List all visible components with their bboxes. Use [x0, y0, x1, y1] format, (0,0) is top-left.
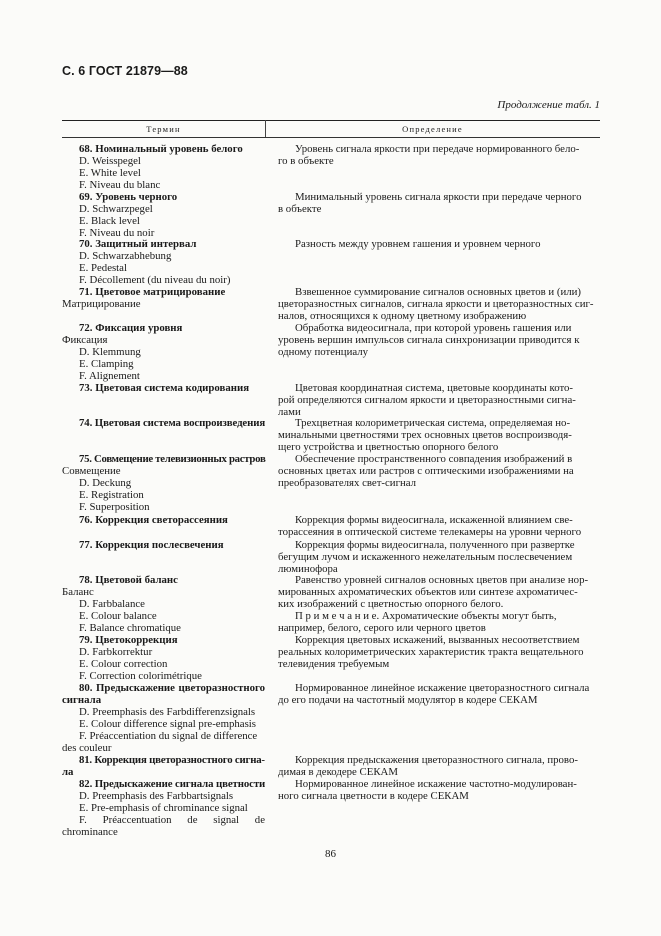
definition-entry	[278, 286, 600, 322]
term-line: F. Préaccentuation de signal de	[79, 814, 265, 826]
term-title: 76. Коррекция светорассеяния	[79, 514, 228, 526]
definition-line: торассеяния в оптической системе телекамеры на уровни черного	[278, 526, 582, 538]
definition-line: Взвешенное суммирование сигналов основных цветов и (или)	[295, 286, 582, 298]
term-line: D. Farbkorrektur	[79, 646, 153, 658]
term-title: 69. Уровень черного	[79, 191, 178, 203]
term-line: Баланс	[62, 586, 94, 598]
term-line: D. Schwarzpegel	[79, 203, 153, 215]
term-title: 82. Предыскажение сигнала цветности	[79, 778, 266, 790]
definition-line: Коррекция предыскажения цветоразностного сигнала, прово-	[295, 754, 578, 766]
definition-line: щего устройства и цветностью опорного белого	[278, 441, 499, 453]
term-entry	[62, 682, 265, 754]
definition-line: телевидения требуемым	[278, 658, 390, 670]
term-line: E. Pedestal	[79, 262, 127, 274]
term-line: Матрицирование	[62, 298, 141, 310]
term-title: 70. Защитный интервал	[79, 238, 197, 250]
definition-line: Коррекция цветовых искажений, вызванных несоответствием	[295, 634, 580, 646]
term-line: F. Alignement	[79, 370, 140, 382]
definition-line: Коррекция формы видеосигнала, искаженной влиянием све-	[295, 514, 573, 526]
definition-line: налов, относящихся к одному цветному изображению	[278, 310, 527, 322]
definition-line: до его подачи на частотный модулятор в кодере СЕКАМ	[278, 694, 538, 706]
definition-line: Коррекция формы видеосигнала, полученного при развертке	[295, 539, 575, 551]
term-line: E. White level	[79, 167, 141, 179]
term-entry	[62, 574, 265, 634]
term-line: D. Preemphasis des Farbdifferenzsignals	[79, 706, 256, 718]
term-title: 68. Номинальный уровень белого	[79, 143, 243, 155]
term-line: E. Pre-emphasis of chrominance signal	[79, 802, 248, 814]
definition-line: в объекте	[278, 203, 322, 215]
definition-line: Обеспечение пространственного совпадения изображений в	[295, 453, 573, 465]
definition-entry	[278, 322, 600, 358]
definition-entry	[278, 514, 600, 538]
term-entry	[62, 417, 265, 429]
definition-line: Обработка видеосигнала, при которой уровень гашения или	[295, 322, 572, 334]
definition-entry	[278, 238, 600, 250]
term-entry	[62, 634, 265, 682]
definition-entry	[278, 143, 600, 167]
term-line: des couleur	[62, 742, 112, 754]
term-line: E. Colour balance	[79, 610, 157, 622]
table-top-rule	[62, 120, 600, 121]
standard-header: С. 6 ГОСТ 21879—88	[62, 64, 188, 78]
term-line: Совмещение	[62, 465, 121, 477]
term-line: Фиксация	[62, 334, 108, 346]
definition-line: рой определяются сигналом яркости и цветоразностными сигна-	[278, 394, 576, 406]
column-header-definition: Определение	[402, 124, 463, 134]
column-header-term: Термин	[146, 124, 181, 134]
definition-line: одному потенциалу	[278, 346, 369, 358]
term-line: D. Weisspegel	[79, 155, 141, 167]
term-line: F. Niveau du blanc	[79, 179, 161, 191]
definition-line: ких изображений с цветностью опорного белого.	[278, 598, 504, 610]
definition-entry	[278, 453, 600, 489]
term-line: F. Décollement (du niveau du noir)	[79, 274, 231, 286]
definition-line: например, белого, серого или черного цветов	[278, 622, 486, 634]
term-line: D. Schwarzabhebung	[79, 250, 172, 262]
term-line: chrominance	[62, 826, 118, 838]
definition-entry	[278, 634, 600, 670]
definition-line: бегущим лучом и искаженного нежелательным послесвечением	[278, 551, 573, 563]
definition-line: Цветовая координатная система, цветовые координаты кото-	[295, 382, 574, 394]
term-line: E. Colour difference signal pre-emphasis	[79, 718, 256, 730]
term-line: D. Deckung	[79, 477, 132, 489]
definition-line: Уровень сигнала яркости при передаче нормированного бело-	[295, 143, 580, 155]
definition-entry	[278, 417, 600, 453]
definition-line: П р и м е ч а н и е. Ахроматические объекты могут быть,	[295, 610, 557, 622]
term-entry	[62, 754, 265, 838]
term-entry	[62, 143, 265, 191]
definition-line: ного сигнала цветности в кодере СЕКАМ	[278, 790, 469, 802]
term-title: 80. Предыскажение цветоразностного	[79, 682, 265, 694]
term-line: F. Correction colorimétrique	[79, 670, 202, 682]
term-line: D. Preemphasis des Farbbartsignals	[79, 790, 234, 802]
term-line: E. Clamping	[79, 358, 134, 370]
definition-line: го в объекте	[278, 155, 334, 167]
definition-line: люминофора	[278, 563, 338, 575]
definition-entry	[278, 191, 600, 215]
definition-entry	[278, 574, 600, 610]
term-line: E. Colour correction	[79, 658, 168, 670]
definition-line: димая в декодере СЕКАМ	[278, 766, 398, 778]
term-entry	[62, 382, 265, 394]
term-title: 73. Цветовая система кодирования	[79, 382, 250, 394]
definition-line: цветоразностных сигналов, сигнала яркости и цветоразностных сиг-	[278, 298, 594, 310]
definition-line: уровень вершин импульсов сигнала синхронизации приводится к	[278, 334, 580, 346]
term-title: 79. Цветокоррекция	[79, 634, 178, 646]
definition-entry	[278, 382, 600, 418]
term-line: F. Niveau du noir	[79, 227, 155, 239]
definition-line: Трехцветная колориметрическая система, определяемая но-	[295, 417, 571, 429]
definition-line: Равенство уровней сигналов основных цветов при анализе нор-	[295, 574, 589, 586]
term-entry	[62, 322, 265, 382]
definition-entry	[278, 682, 600, 706]
term-line: F. Superposition	[79, 501, 150, 513]
definition-line: основных цветах или растров с оптическими изображениями на	[278, 465, 574, 477]
definition-entry	[278, 610, 600, 634]
definition-entry	[278, 539, 600, 575]
term-title: 75. Совмещение телевизионных растров	[79, 453, 266, 465]
definition-line: минальными цветностями трех основных цветов воспроизводя-	[278, 429, 572, 441]
term-title: 77. Коррекция послесвечения	[79, 539, 224, 551]
term-entry	[62, 286, 265, 310]
definition-line: реальных колориметрических характеристик тракта вещательного	[278, 646, 584, 658]
term-entry	[62, 539, 265, 551]
term-line: E. Black level	[79, 215, 140, 227]
term-title: 72. Фиксация уровня	[79, 322, 183, 334]
table-header-rule	[62, 137, 600, 138]
page-number: 86	[325, 848, 336, 860]
term-title: 78. Цветовой баланс	[79, 574, 178, 586]
definition-entry	[278, 754, 600, 802]
term-entry	[62, 453, 265, 513]
definition-line: Нормированное линейное искажение цветоразностного сигнала	[295, 682, 590, 694]
term-title: сигнала	[62, 694, 102, 706]
definition-line: лами	[278, 406, 301, 418]
term-line: F. Préaccentiation du signal de difference	[79, 730, 258, 742]
term-title: 71. Цветовое матрицирование	[79, 286, 226, 298]
definition-line: Нормированное линейное искажение частотно-модулирован-	[295, 778, 577, 790]
term-line: D. Klemmung	[79, 346, 141, 358]
term-line: D. Farbbalance	[79, 598, 145, 610]
term-title: 81. Коррекция цветоразностного сигна-	[79, 754, 265, 766]
definition-line: Минимальный уровень сигнала яркости при передаче черного	[295, 191, 582, 203]
term-entry	[62, 514, 265, 526]
definition-line: Разность между уровнем гашения и уровнем черного	[295, 238, 541, 250]
definition-line: мированных ахроматических объектов или синтезе ахроматичес-	[278, 586, 578, 598]
term-entry	[62, 238, 265, 286]
term-title: 74. Цветовая система воспроизведения	[79, 417, 266, 429]
term-line: E. Registration	[79, 489, 144, 501]
term-entry	[62, 191, 265, 239]
table-continuation-label: Продолженuе табл. 1	[497, 99, 600, 111]
term-title: ла	[62, 766, 74, 778]
definition-line: преобразователях свет-сигнал	[278, 477, 417, 489]
term-line: F. Balance chromatique	[79, 622, 181, 634]
